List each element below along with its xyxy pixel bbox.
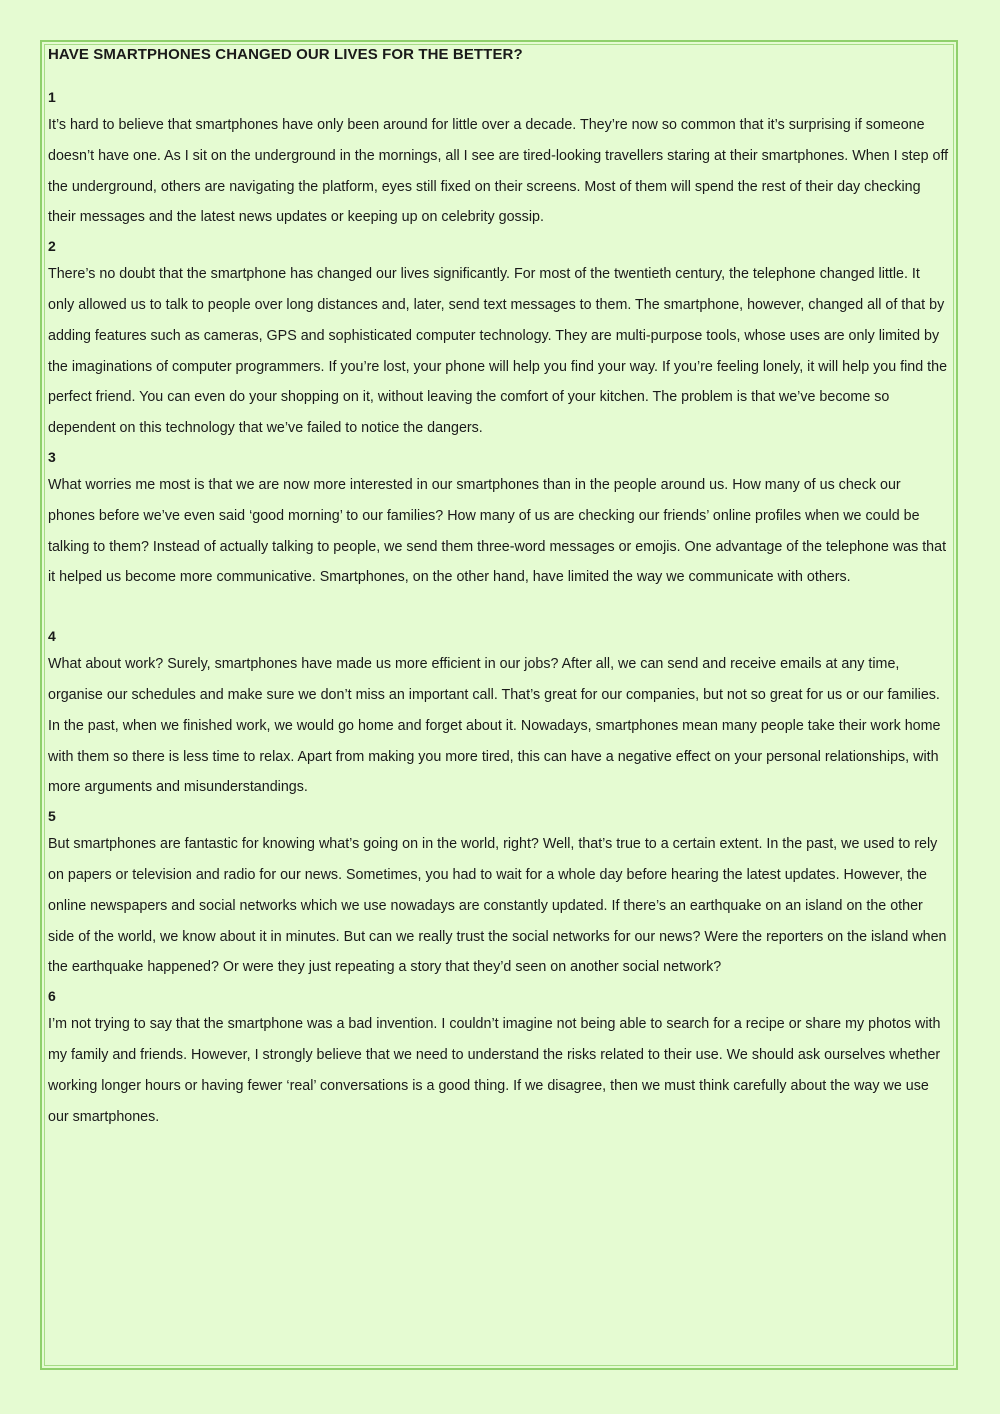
- spacer: [48, 66, 954, 84]
- article-section-4: [48, 623, 954, 803]
- article: [48, 44, 954, 1132]
- section-number: 4: [48, 628, 56, 645]
- article-section-3: [48, 444, 954, 593]
- section-paragraph: I’m not trying to say that the smartphone was a bad invention. I couldn’t imagine not being able to search for a recipe or share my photos with my family and friends. However, I strongly believe that we need to understand the risks related to their use. We should ask ourselves whether working longer hours or having fewer ‘real’ conversations is a good thing. If we disagree, then we must think carefully about the way we use our smartphones.: [48, 1016, 941, 1125]
- article-section-2: [48, 233, 954, 444]
- section-number: 5: [48, 808, 56, 825]
- section-number: 1: [48, 89, 56, 105]
- section-paragraph: What worries me most is that we are now more interested in our smartphones than in the people around us. How many of us check our phones before we’ve even said ‘good morning’ to our families? How many of us are checking our friends’ online profiles when we could be talking to them? Instead of actually talking to people, we send them three-word messages or emojis. One advantage of the telephone was that it helped us become more communicative. Smartphones, on the other hand, have limited the way we communicate with others.: [48, 476, 947, 586]
- section-paragraph: It’s hard to believe that smartphones have only been around for little over a decade. They’re now so common that it’s surprising if someone doesn’t have one. As I sit on the underground in the mornings, all I see are tired-looking travellers staring at their smartphones. When I step off the underground, others are navigating the platform, eyes still fixed on their screens. Most of them will spend the rest of their day checking their messages and the latest news updates or keeping up on celebrity gossip.: [48, 117, 949, 226]
- spacer: [48, 593, 954, 623]
- section-number: 2: [48, 238, 56, 255]
- section-paragraph: What about work? Surely, smartphones have made us more efficient in our jobs? After all, we can send and receive emails at any time, organise our schedules and make sure we don’t miss an important call. That’s great for our companies, but not so great for us or our families. In the past, when we finished work, we would go home and forget about it. Nowadays, smartphones mean many people take their work home with them so there is less time to relax. Apart from making you more tired, this can have a negative effect on your personal relationships, with more arguments and misunderstandings.: [48, 656, 941, 796]
- article-title: HAVE SMARTPHONES CHANGED OUR LIVES FOR THE BETTER?: [48, 46, 523, 63]
- section-number: 3: [48, 448, 56, 465]
- article-section-1: [48, 84, 954, 233]
- section-number: 6: [48, 988, 56, 1005]
- article-section-5: [48, 803, 954, 983]
- section-paragraph: But smartphones are fantastic for knowing what’s going on in the world, right? Well, that’s true to a certain extent. In the past, we used to rely on papers or television and radio for our news. Sometimes, you had to wait for a whole day before hearing the latest updates. However, the online newspapers and social networks which we use nowadays are constantly updated. If there’s an earthquake on an island on the other side of the world, we know about it in minutes. But can we really trust the social networks for our news? Were the reporters on the island when the earthquake happened? Or were they just repeating a story that they’d seen on another social network?: [48, 836, 947, 976]
- section-paragraph: There’s no doubt that the smartphone has changed our lives significantly. For most of the twentieth century, the telephone changed little. It only allowed us to talk to people over long distances and, later, send text messages to them. The smartphone, however, changed all of that by adding features such as cameras, GPS and sophisticated computer technology. They are multi-purpose tools, whose uses are only limited by the imaginations of computer programmers. If you’re lost, your phone will help you find your way. If you’re feeling lonely, it will help you find the perfect friend. You can even do your shopping on it, without leaving the comfort of your kitchen. The problem is that we’ve become so dependent on this technology that we’ve failed to notice the dangers.: [48, 266, 948, 437]
- article-section-6: [48, 983, 954, 1132]
